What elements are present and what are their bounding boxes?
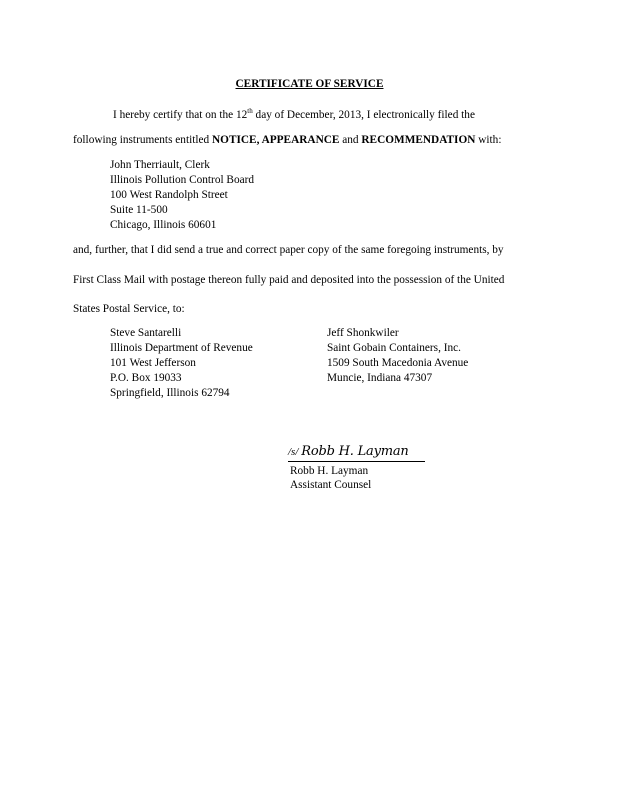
certify-line-1-start: I hereby certify that on the 12 [113, 109, 248, 121]
address-line: Saint Gobain Containers, Inc. [327, 342, 461, 354]
address-line: P.O. Box 19033 [110, 372, 182, 384]
address-line: Jeff Shonkwiler [327, 327, 399, 339]
address-line: 100 West Randolph Street [110, 189, 228, 201]
instrument-names-2: RECOMMENDATION [361, 134, 476, 146]
certify-line-2 [73, 133, 501, 147]
signer-role: Assistant Counsel [290, 479, 372, 491]
signature-line [288, 445, 425, 462]
service-address-right [327, 326, 468, 386]
address-line: Illinois Pollution Control Board [110, 174, 255, 186]
recipient-address [110, 158, 254, 233]
address-line: Suite 11-500 [110, 204, 168, 216]
instrument-names-1: NOTICE, APPEARANCE [212, 134, 340, 146]
document-title: CERTIFICATE OF SERVICE [235, 78, 384, 90]
address-line: Illinois Department of Revenue [110, 342, 253, 354]
ordinal-suffix: th [247, 107, 253, 116]
service-paragraph-line-3: States Postal Service, to: [73, 303, 185, 315]
address-line: Chicago, Illinois 60601 [110, 219, 217, 231]
address-line: 101 West Jefferson [110, 357, 196, 369]
signer-name: Robb H. Layman [290, 465, 369, 477]
signature-slash-mark: /s/ [288, 446, 299, 458]
certify-line-1 [113, 108, 475, 122]
address-line: Muncie, Indiana 47307 [327, 372, 433, 384]
address-line: 1509 South Macedonia Avenue [327, 357, 469, 369]
signature-script: Robb H. Layman [301, 444, 409, 459]
address-line: John Therriault, Clerk [110, 159, 210, 171]
service-address-left [110, 326, 253, 401]
certify-line-1-end: day of December, 2013, I electronically filed the [252, 109, 475, 121]
address-line: Springfield, Illinois 62794 [110, 387, 230, 399]
address-line: Steve Santarelli [110, 327, 182, 339]
service-paragraph-line-2: First Class Mail with postage thereon fully paid and deposited into the possession of the United [73, 274, 505, 286]
conjunction: and [339, 134, 362, 146]
service-paragraph-line-1: and, further, that I did send a true and correct paper copy of the same foregoing instruments, by [73, 244, 504, 256]
certify-line-2-start: following instruments entitled [73, 134, 212, 146]
certify-line-2-end: with: [475, 134, 502, 146]
